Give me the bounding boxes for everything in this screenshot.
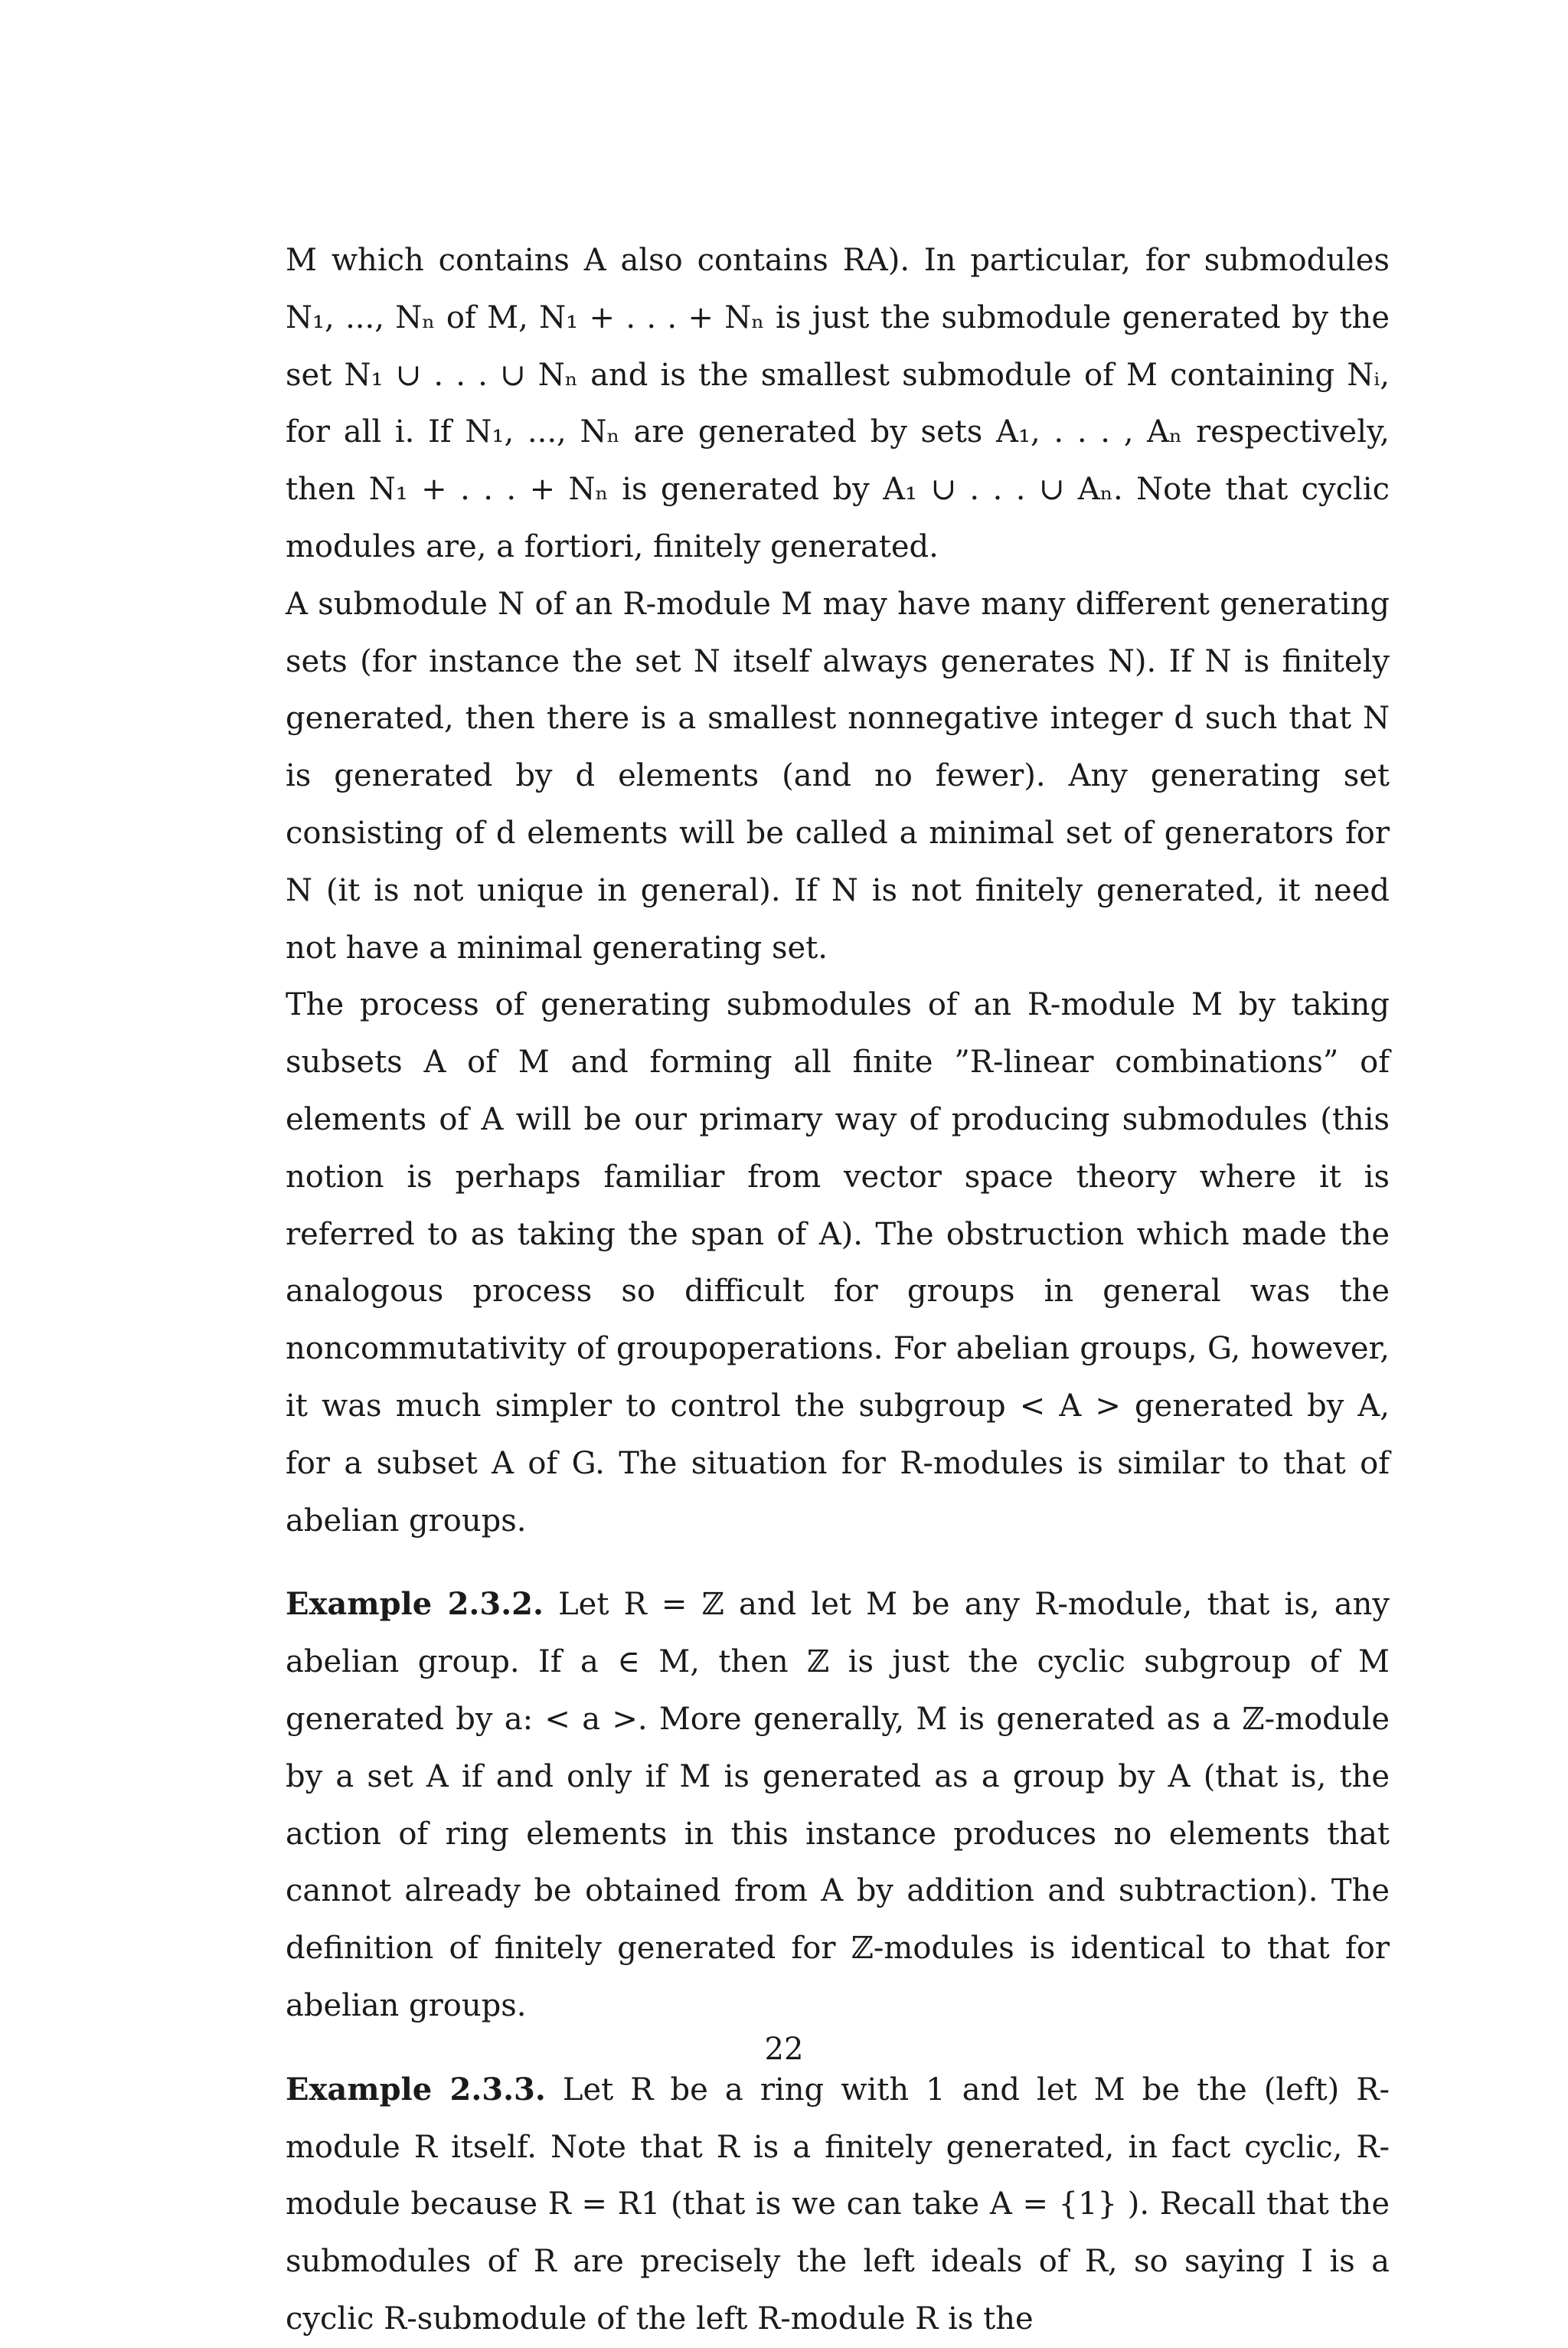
- example-text: Let R = ℤ and let M be any R-module, that is, any abelian group. If a ∈ M, then ℤ is just the cyclic subgroup of M generated by a: < a >. More generally, M is generated as a ℤ-module by a set A if and only if M is generated as a group by A (that is, the action of ring elements in this instance produces no elements that cannot already be obtained from A by addition and subtraction). The definition of finitely generated for ℤ-modules is identical to that for abelian groups.: [286, 1587, 1390, 2023]
- paragraph-text: The process of generating submodules of an R-module M by taking subsets A of M and forming all finite ”R-linear combinations” of elements of A will be our primary way of producing submodules (this notion is perhaps familiar from vector space theory where it is referred to as taking the span of A). The obstruction which made the analogous process so difficult for groups in general was the noncommutativity of groupoperations. For abelian groups, G, however, it was much simpler to control the subgroup < A > generated by A, for a subset A of G. The situation for R-modules is similar to that of abelian groups.: [286, 987, 1390, 1539]
- example-label: Example 2.3.2.: [286, 1586, 544, 1623]
- paragraph-generating-process: [286, 976, 1390, 1549]
- paragraph-generating-sets: [286, 576, 1390, 977]
- example-label: Example 2.3.3.: [286, 2071, 546, 2108]
- paragraph-submodule-sum: [286, 232, 1390, 576]
- example-2-3-2: [286, 1576, 1390, 2034]
- paragraph-text: A submodule N of an R-module M may have many different generating sets (for instance the set N itself always generates N). If N is finitely generated, then there is a smallest nonnegative integer d such that N is generated by d elements (and no fewer). Any generating set consisting of d elements will be called a minimal set of generators for N (it is not unique in general). If N is not finitely generated, it need not have a minimal generating set.: [286, 586, 1390, 966]
- example-text: Let R be a ring with 1 and let M be the (left) R-module R itself. Note that R is a finitely generated, in fact cyclic, R-module because R = R1 (that is we can take A = {1} ). Recall that the submodules of R are precisely the left ideals of R, so saying I is a cyclic R-submodule of the left R-module R is the: [286, 2072, 1390, 2337]
- example-2-3-3: [286, 2062, 1390, 2348]
- paragraph-text: M which contains A also contains RA). In particular, for submodules N₁, ..., Nₙ of M, N₁ + . . . + Nₙ is just the submodule generated by the set N₁ ∪ . . . ∪ Nₙ and is the smallest submodule of M containing Nᵢ, for all i. If N₁, ..., Nₙ are generated by sets A₁, . . . , Aₙ respectively, then N₁ + . . . + Nₙ is generated by A₁ ∪ . . . ∪ Aₙ. Note that cyclic modules are, a fortiori, finitely generated.: [286, 243, 1390, 564]
- page-number: 22: [764, 2032, 804, 2067]
